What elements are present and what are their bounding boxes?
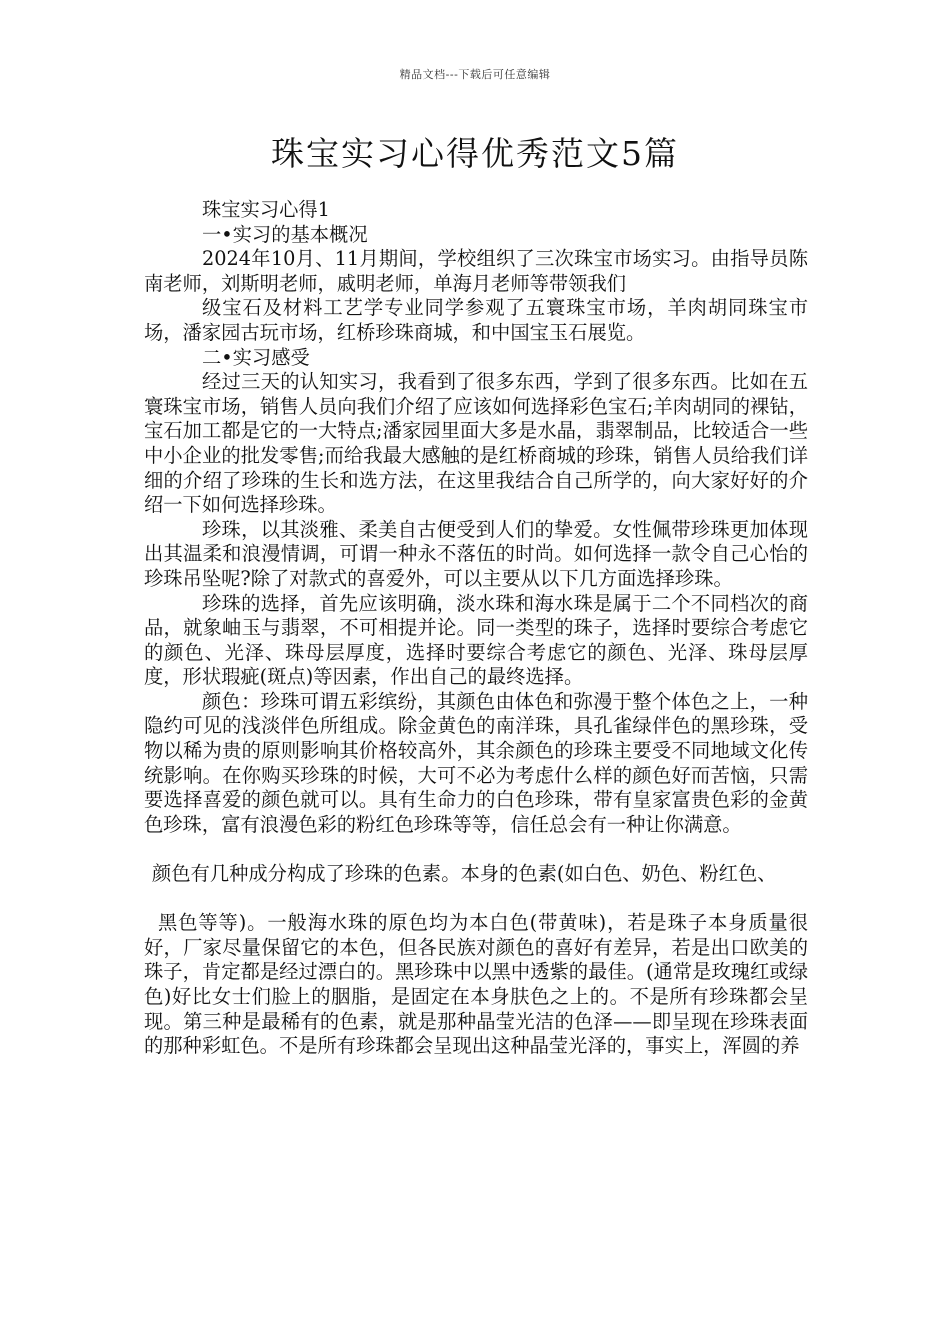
paragraph-gap	[144, 887, 808, 912]
paragraph-pearl-color: 颜色：珍珠可谓五彩缤纷，其颜色由体色和弥漫于整个体色之上，一种隐约可见的浅淡伴色所组成。除金黄色的南洋珠，具孔雀绿伴色的黑珍珠，受物以稀为贵的原则影响其价格较高外，其余颜色的珍珠主要受不同地域文化传统影响。在你购买珍珠的时候，大可不必为考虑什么样的颜色好而苦恼，只需要选择喜爱的颜色就可以。具有生命力的白色珍珠，带有皇家富贵色彩的金黄色珍珠，富有浪漫色彩的粉红色珍珠等等，信任总会有一种让你满意。	[144, 689, 808, 836]
paragraph-internship-intro-cont: 级宝石及材料工艺学专业同学参观了五寰珠宝市场，羊肉胡同珠宝市场，潘家园古玩市场，红桥珍珠商城，和中国宝玉石展览。	[144, 296, 808, 344]
header-note: 精品文档---下载后可任意编辑	[399, 68, 551, 81]
paragraph-color-details: 黑色等等)。一般海水珠的原色均为本白色(带黄味)，若是珠子本身质量很好，厂家尽量保留它的本色，但各民族对颜色的喜好有差异，若是出口欧美的珠子，肯定都是经过漂白的。黑珍珠中以黑中透紫的最佳。(通常是玫瑰红或绿色)好比女士们脸上的胭脂，是固定在本身肤色之上的。不是所有珍珠都会呈现。第三种是最稀有的色素，就是那种晶莹光洁的色泽——即呈现在珍珠表面的那种彩虹色。不是所有珍珠都会呈现出这种晶莹光泽的，事实上，浑圆的养	[144, 911, 808, 1058]
paragraph-gap	[144, 837, 808, 862]
heading-basic-overview: 一•实习的基本概况	[202, 222, 368, 246]
document-title: 珠宝实习心得优秀范文5篇	[271, 134, 679, 173]
paragraph-feelings: 经过三天的认知实习，我看到了很多东西，学到了很多东西。比如在五寰珠宝市场，销售人员向我们介绍了应该如何选择彩色宝石;羊肉胡同的裸钻，宝石加工都是它的一大特点;潘家园里面大多是水晶，翡翠制品，比较适合一些中小企业的批发零售;而给我最大感触的是红桥商城的珍珠，销售人员给我们详细的介绍了珍珠的生长和选方法，在这里我结合自己所学的，向大家好好的介绍一下如何选择珍珠。	[144, 370, 808, 517]
paragraph-pearl-intro: 珍珠，以其淡雅、柔美自古便受到人们的挚爱。女性佩带珍珠更加体现出其温柔和浪漫情调，可谓一种永不落伍的时尚。如何选择一款令自己心怡的珍珠吊坠呢?除了对款式的喜爱外，可以主要从以下几方面选择珍珠。	[144, 517, 808, 590]
paragraph-color-components: 颜色有几种成分构成了珍珠的色素。本身的色素(如白色、奶色、粉红色、	[152, 862, 777, 886]
section-subtitle: 珠宝实习心得1	[202, 198, 330, 221]
paragraph-internship-intro: 2024年10月、11月期间，学校组织了三次珠宝市场实习。由指导员陈南老师，刘斯明老师，戚明老师，单海月老师等带领我们	[144, 247, 808, 295]
document-body	[144, 198, 808, 1059]
paragraph-pearl-selection: 珍珠的选择，首先应该明确，淡水珠和海水珠是属于二个不同档次的商品，就象岫玉与翡翠，不可相提并论。同一类型的珠子，选择时要综合考虑它的颜色、光泽、珠母层厚度，选择时要综合考虑它的颜色、光泽、珠母层厚度，形状瑕疵(斑点)等因素，作出自己的最终选择。	[144, 591, 808, 689]
heading-internship-feelings: 二•实习感受	[202, 345, 310, 369]
